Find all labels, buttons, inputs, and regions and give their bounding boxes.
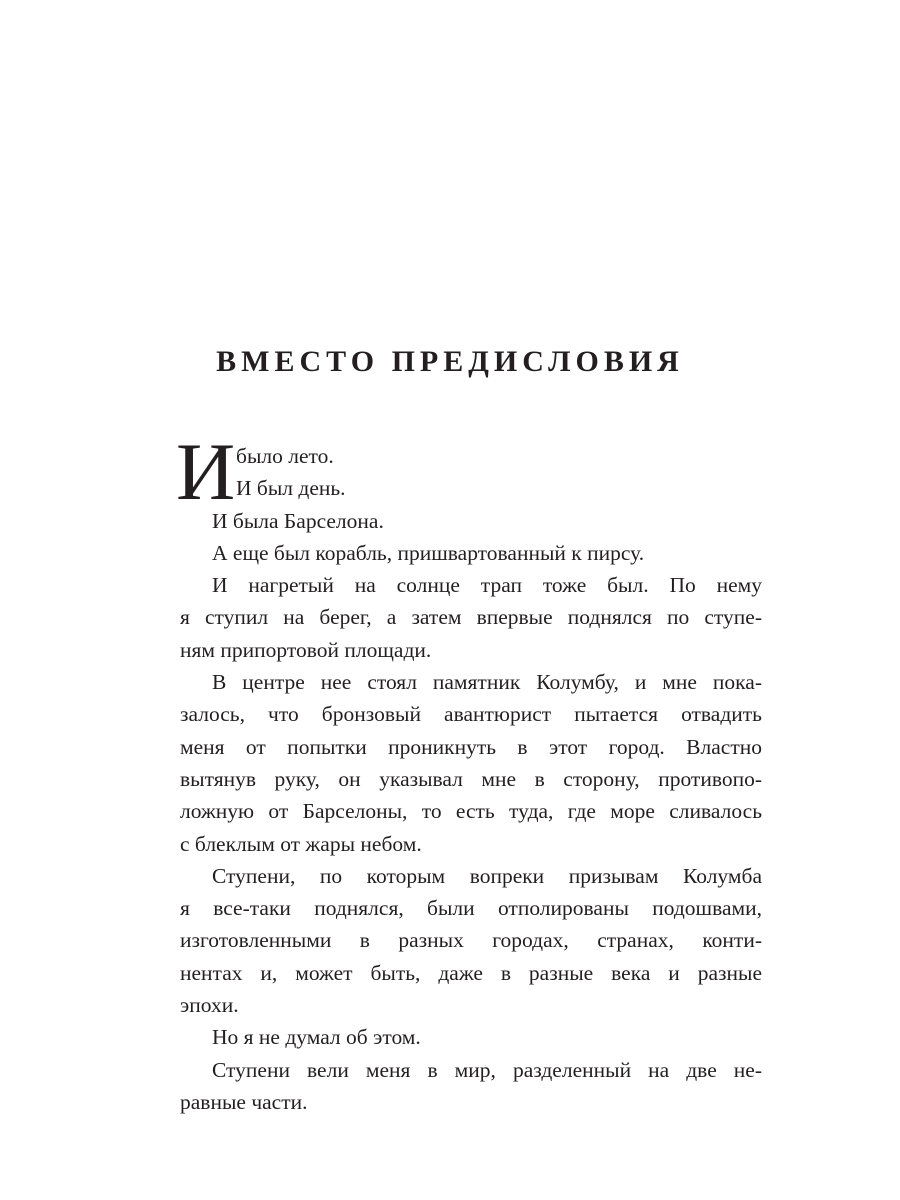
text-line: А еще был корабль, пришвартованный к пирсу. [212, 540, 645, 565]
text-line: было лето. [236, 444, 334, 468]
chapter-heading: ВМЕСТО ПРЕДИСЛОВИЯ [216, 345, 684, 378]
drop-cap: И [176, 426, 236, 517]
text-line: с блеклым от жары небом. [180, 831, 422, 856]
body-text [180, 440, 762, 1118]
text-line: Ступени вели меня в мир, разделенный на две не- [212, 1057, 762, 1082]
text-line: И была Барселона. [212, 508, 384, 533]
text-line: меня от попытки проникнуть в этот город. Властно [180, 734, 762, 759]
text-line: я ступил на берег, а затем впервые поднялся по ступе- [180, 605, 762, 630]
text-line: И был день. [236, 476, 346, 501]
text-line: я все-таки поднялся, были отполированы подошвами, [180, 896, 762, 921]
text-line: Но я не думал об этом. [212, 1025, 421, 1050]
text-line: Ступени, по которым вопреки призывам Колумба [212, 863, 762, 888]
text-line: И нагретый на солнце трап тоже был. По нему [212, 573, 762, 598]
text-line: ложную от Барселоны, то есть туда, где море сливалось [180, 799, 762, 824]
text-line: залось, что бронзовый авантюрист пытается отвадить [180, 702, 762, 727]
text-line: нентах и, может быть, даже в разные века и разные [180, 960, 762, 985]
text-line: ням припортовой площади. [180, 637, 432, 662]
text-line: эпохи. [180, 993, 239, 1018]
text-line: равные части. [180, 1089, 308, 1114]
text-line: изготовленными в разных городах, странах, конти- [180, 928, 762, 953]
text-line: В центре нее стоял памятник Колумбу, и мне пока- [212, 670, 762, 695]
text-line: вытянув руку, он указывал мне в сторону, противопо- [180, 766, 762, 791]
